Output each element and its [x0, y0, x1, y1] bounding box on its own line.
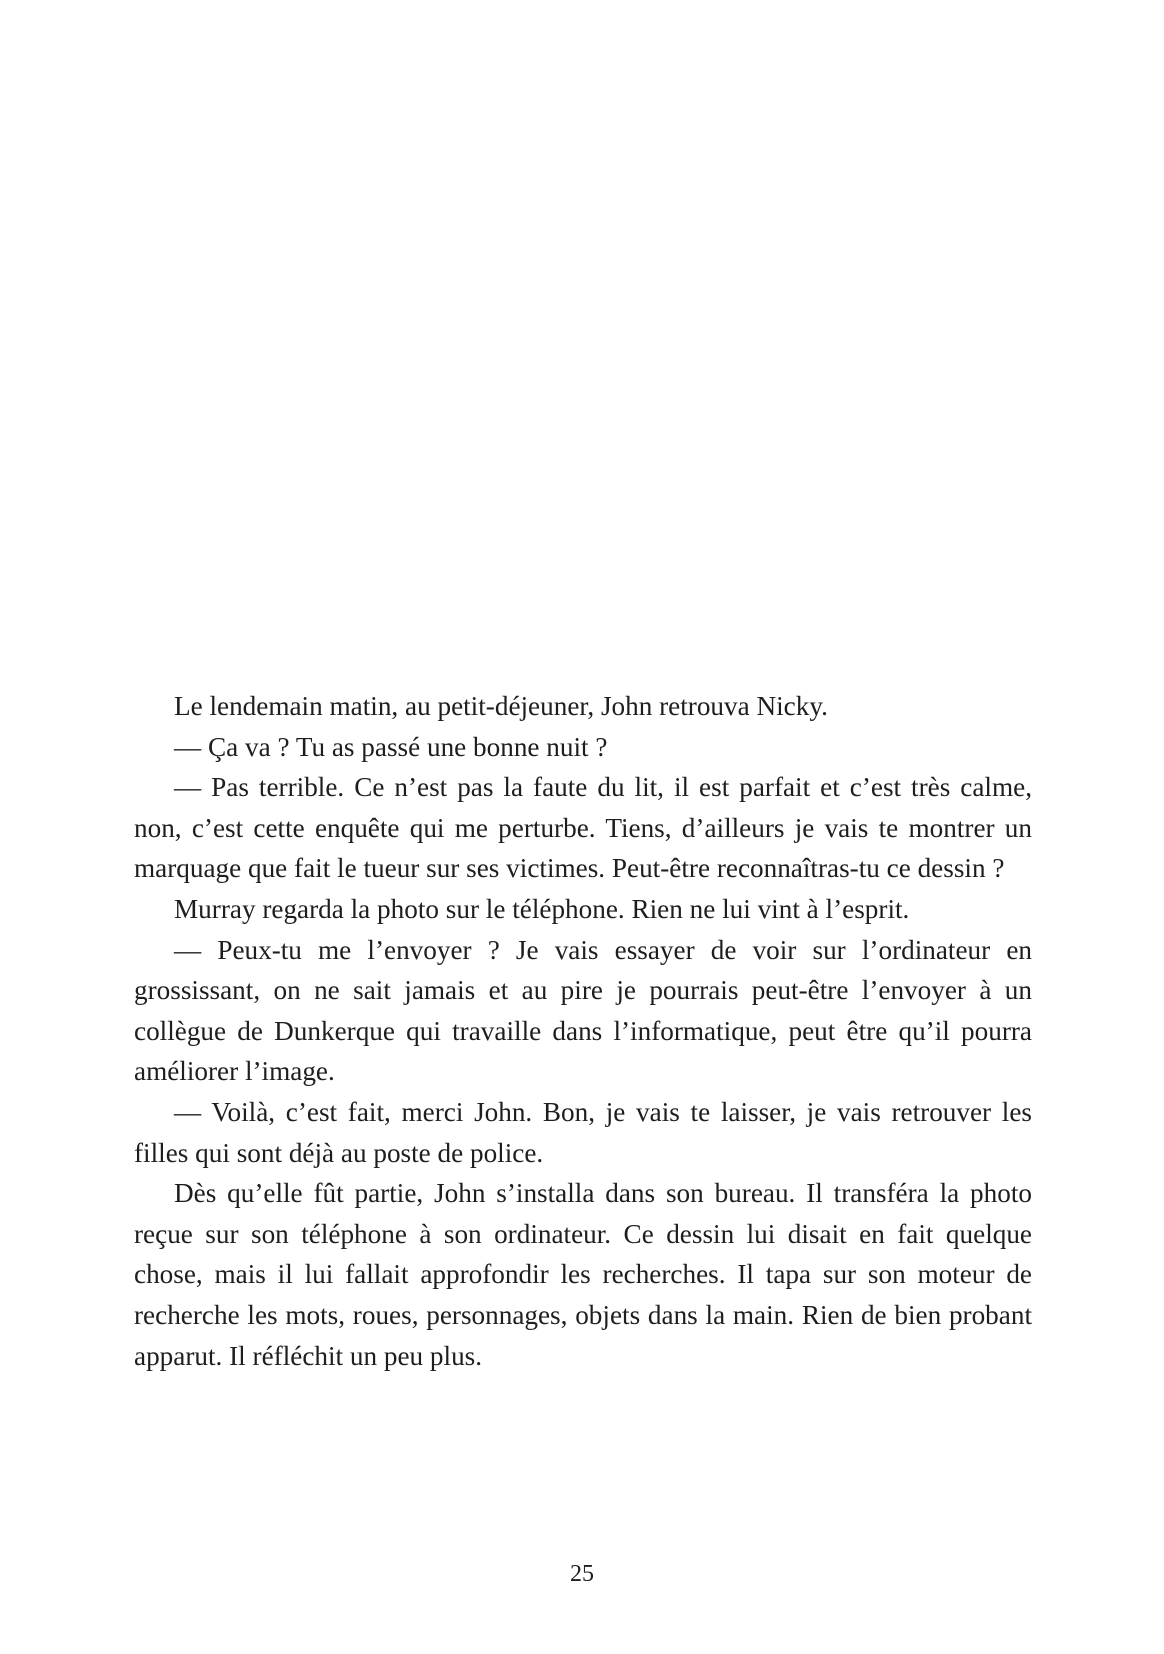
page-number: 25 — [570, 1561, 594, 1587]
paragraph: Dès qu’elle fût partie, John s’installa dans son bureau. Il transféra la photo reçue sur son téléphone à son ordinateur. Ce dessin lui disait en fait quelque chose, mais il lui fallait approfondir les recherches. Il tapa sur son moteur de recherche les mots, roues, personnages, objets dans la main. Rien de bien probant apparut. Il réfléchit un peu plus. — [134, 1178, 1032, 1371]
dialogue-paragraph: — Ça va ? Tu as passé une bonne nuit ? — [174, 731, 608, 762]
dialogue-paragraph: — Voilà, c’est fait, merci John. Bon, je vais te laisser, je vais retrouver les filles qui sont déjà au poste de police. — [134, 1096, 1032, 1168]
body-text — [134, 686, 1032, 1376]
paragraph: Le lendemain matin, au petit-déjeuner, John retrouva Nicky. — [174, 691, 828, 721]
dialogue-paragraph: — Pas terrible. Ce n’est pas la faute du lit, il est parfait et c’est très calme, non, c’est cette enquête qui me perturbe. Tiens, d’ailleurs je vais te montrer un marquage que fait le tueur sur ses victimes. Peut-être reconnaîtras-tu ce dessin ? — [134, 772, 1032, 884]
dialogue-paragraph: — Peux-tu me l’envoyer ? Je vais essayer de voir sur l’ordinateur en grossissant, on ne sait jamais et au pire je pourrais peut-être l’envoyer à un collègue de Dunkerque qui travaille dans l’informatique, peut être qu’il pourra améliorer l’image. — [134, 934, 1032, 1087]
paragraph: Murray regarda la photo sur le téléphone. Rien ne lui vint à l’esprit. — [174, 893, 910, 924]
